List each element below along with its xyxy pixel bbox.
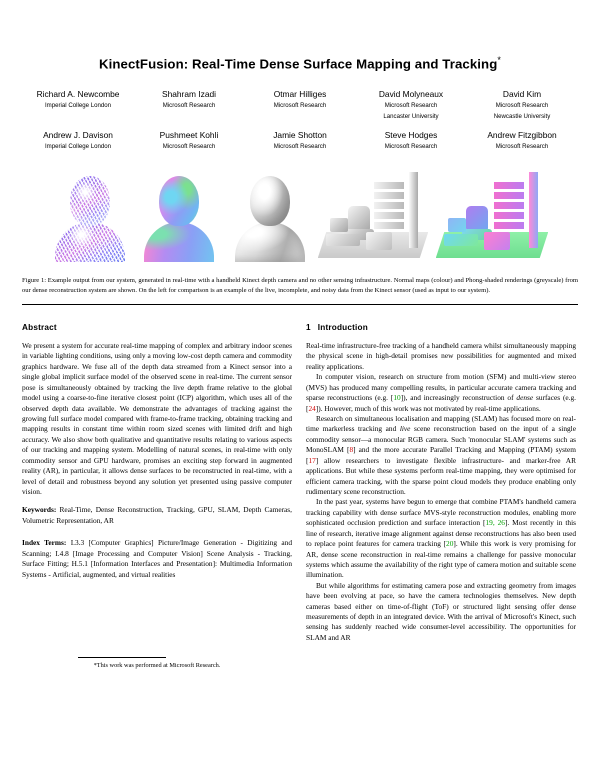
figure-panel-phong-shaded-bust [230, 168, 310, 262]
body-columns [22, 323, 578, 643]
author-affiliation: Microsoft Research [495, 101, 549, 109]
abstract-heading-text: Abstract [22, 323, 57, 333]
scene-box [484, 232, 510, 250]
footnote-body: This work was performed at Microsoft Research. [96, 662, 221, 669]
keywords-paragraph [22, 505, 292, 526]
author-kohli [134, 130, 245, 151]
author-name: Steve Hodges [384, 130, 438, 141]
text-run: scene reconstruction based on the input of a single commodity sensor—a monocular RGB camera. Such 'monocular SLAM' systems such as MonoSLAM [ [306, 424, 576, 455]
header-divider [22, 304, 578, 305]
author-affiliation: Imperial College London [44, 142, 112, 150]
author-name: Andrew J. Davison [43, 130, 113, 141]
scene-desk [444, 234, 478, 246]
citation-link[interactable]: 24 [308, 403, 316, 413]
author-hodges [356, 130, 467, 151]
author-davison [23, 130, 134, 151]
figure-panel-phong-shaded-office-scene [318, 168, 428, 262]
shelf-level [374, 192, 404, 199]
shelf-level [374, 182, 404, 189]
intro-paragraph-2 [306, 372, 576, 414]
bust-head [70, 176, 110, 226]
text-run: ]. Most recently in this line of research, iterative image alignment against dense reconstructions has also been used to replace point features for camera tracking [ [306, 518, 576, 549]
scene-desk [326, 234, 360, 246]
bust-head [159, 176, 199, 226]
shelf-level [374, 222, 404, 229]
text-run: ] and the more accurate Parallel Tracking and Mapping (PTAM) system [ [306, 445, 576, 465]
figure-1-images [0, 166, 600, 262]
page-title [0, 0, 600, 72]
scene-monitor [330, 218, 348, 232]
author-molyneaux [356, 89, 467, 121]
text-run: In the past year, systems have begun to emerge that combine PTAM's handheld camera tracking capability with dense surface MVS-style reconstruction modules, enabling more sophisticated occlusion prediction and surface interaction [ [306, 497, 576, 528]
shelf-level [374, 212, 404, 219]
shelf-level [494, 192, 524, 199]
scene-pillar [529, 172, 538, 248]
intro-paragraph-1: Real-time infrastructure-free tracking of a handheld camera whilst simultaneously mapping the physical scene in high-detail promises new possibilities for augmented and mixed reality applications. [306, 341, 576, 371]
index-terms-paragraph [22, 538, 292, 580]
author-name: Jamie Shotton [273, 130, 327, 141]
keywords-text: Real-Time, Dense Reconstruction, Tracking, GPU, SLAM, Depth Cameras, Volumetric Representation, AR [22, 505, 293, 525]
office-scene [318, 168, 428, 262]
emphasis-text: live [399, 424, 411, 434]
footnote-marker: * [93, 662, 97, 669]
author-affiliation: Microsoft Research [273, 101, 327, 109]
author-affiliation: Microsoft Research [384, 142, 438, 150]
intro-paragraph-4 [306, 497, 576, 580]
left-column [22, 323, 292, 643]
shelf-level [494, 212, 524, 219]
citation-link[interactable]: 20 [446, 539, 454, 549]
emphasis-text: dense [516, 393, 534, 403]
figure-panel-normal-map-bust [136, 168, 222, 262]
author-name: David Molyneaux [378, 89, 444, 100]
scene-pillar [409, 172, 418, 248]
author-affiliation: Microsoft Research [162, 101, 216, 109]
text-run: Research on simultaneous localisation and mapping (SLAM) has focused more on real-time markerless tracking and [306, 414, 576, 434]
text-run: surfaces (e.g. [ [306, 393, 576, 413]
author-row-2 [22, 130, 578, 151]
author-newcombe [23, 89, 134, 110]
author-affiliation-secondary: Newcastle University [493, 112, 551, 120]
office-scene [436, 168, 548, 262]
index-terms-label: Index Terms: [22, 538, 67, 548]
author-name: Richard A. Newcombe [36, 89, 120, 100]
bust-head [250, 176, 290, 226]
figure-panel-noisy-kinect-point-cloud-bust [52, 168, 128, 262]
author-name: David Kim [502, 89, 542, 100]
author-affiliation-secondary: Lancaster University [383, 112, 439, 120]
author-block [0, 89, 600, 151]
citation-link[interactable]: 19, 26 [485, 518, 505, 528]
title-footnote-marker: * [497, 55, 501, 65]
author-name: Pushmeet Kohli [159, 130, 219, 141]
bust-shoulders [235, 222, 305, 262]
bust-shape [233, 172, 307, 262]
author-affiliation: Microsoft Research [162, 142, 216, 150]
index-terms-text: I.3.3 [Computer Graphics] Picture/Image Generation - Digitizing and Scanning; I.4.8 [Image Processing and Computer Vision] Scene Analysis - Tracking, Surface Fitting; H.5.1 [Information Interfaces and Presentation]: Multimedia Information Systems - Artificial, augmented, and virtual realities [22, 538, 293, 579]
footnote-divider [78, 657, 166, 658]
abstract-paragraph: We present a system for accurate real-time mapping of complex and arbitrary indoor scenes in variable lighting conditions, using only a moving low-cost depth camera and commodity graphics hardware. We fuse all of the depth data streamed from a Kinect sensor into a single global implicit surface model of the observed scene in real-time. The current sensor pose is simultaneously obtained by tracking the live depth frame relative to the global model using a coarse-to-fine iterative closest point (ICP) algorithm, which uses all of the observed depth data available. We demonstrate the advantages of tracking against the growing full surface model compared with frame-to-frame tracking, obtaining tracking and mapping results in constant time within room sized scenes with limited drift and high accuracy. We also show both qualitative and quantitative results relating to various aspects of our tracking and mapping system. Modelling of natural scenes, in real-time with only commodity sensor and GPU hardware, promises an exciting step forward in augmented reality (AR), in particular, it allows dense surfaces to be reconstructed in real-time, with a level of detail and robustness beyond any solution yet presented using passive computer vision. [22, 341, 292, 496]
section-number: 1 [306, 323, 311, 333]
text-run: In computer vision, research on structure from motion (SFM) and multi-view stereo (MVS) has produced many compelling results, in particular accurate camera tracking and sparse reconstructions (e.g. [ [306, 372, 576, 403]
shelf-level [374, 202, 404, 209]
intro-paragraph-3 [306, 414, 576, 497]
scene-monitor [448, 218, 466, 232]
author-affiliation: Microsoft Research [273, 142, 327, 150]
scene-chair-back [348, 206, 370, 230]
citation-link[interactable]: 10 [393, 393, 401, 403]
author-affiliation: Imperial College London [44, 101, 112, 109]
author-name: Shahram Izadi [162, 89, 216, 100]
citation-link[interactable]: 17 [308, 455, 316, 465]
keywords-label: Keywords: [22, 505, 57, 515]
author-fitzgibbon [467, 130, 578, 151]
introduction-heading-text: Introduction [317, 323, 368, 333]
text-run: ]), and increasingly reconstruction of [400, 393, 517, 403]
introduction-heading [306, 323, 576, 332]
abstract-heading [22, 323, 292, 332]
shelf-level [494, 202, 524, 209]
text-run: ]). However, much of this work was not motivated by real-time applications. [315, 403, 541, 413]
author-izadi [134, 89, 245, 110]
author-shotton [245, 130, 356, 151]
figure-caption: Figure 1: Example output from our system, generated in real-time with a handheld Kinect depth camera and no other sensing infrastructure. Normal maps (colour) and Phong-shaded renderings (greyscale) from our dense reconstruction system are shown. On the left for comparison is an example of the live, incomplete, and noisy data from the Kinect sensor (used as input to our system). [22, 276, 578, 295]
bust-shoulders [55, 222, 125, 262]
author-hilliges [245, 89, 356, 110]
text-run: ]. While this work is very promising for AR, dense scene reconstruction in real-time remains a challenge for passive monocular systems which assume the availability of the right type of camera motion and suitable scene illumination. [306, 539, 577, 580]
title-text: KinectFusion: Real-Time Dense Surface Mapping and Tracking [99, 56, 498, 72]
bust-shape [142, 172, 216, 262]
bust-shoulders [144, 222, 214, 262]
author-affiliation: Microsoft Research [495, 142, 549, 150]
author-name: Otmar Hilliges [273, 89, 327, 100]
citation-link[interactable]: 8 [349, 445, 354, 455]
author-kim [467, 89, 578, 121]
shelf-level [494, 222, 524, 229]
scene-box [366, 232, 392, 250]
intro-paragraph-5: But while algorithms for estimating camera pose and extracting geometry from images have been evolving at pace, so have the camera technologies themselves. New depth cameras based either on time-of-flight (ToF) or structured light sensing offer dense measurements of depth in an integrated device. With the arrival of Microsoft's Kinect, such sensing has suddenly reached wide consumer-level accessibility. The opportunities for SLAM and AR [306, 580, 576, 642]
text-run: ] allow researchers to investigate flexible infrastructure- and marker-free AR applications. But while these systems perform real-time mapping, they were optimised for efficient camera tracking, with the sparse point cloud models they produce enabling only rudimentary scene reconstruction. [306, 455, 576, 496]
scene-chair-back [466, 206, 488, 230]
figure-panel-normal-map-office-scene [436, 168, 548, 262]
footnote-text [22, 662, 292, 671]
bust-shape [53, 172, 127, 262]
author-name: Andrew Fitzgibbon [487, 130, 557, 141]
right-column [306, 323, 576, 643]
shelf-level [494, 182, 524, 189]
footnote [22, 657, 292, 671]
author-affiliation: Microsoft Research [384, 101, 438, 109]
author-row-1 [22, 89, 578, 121]
